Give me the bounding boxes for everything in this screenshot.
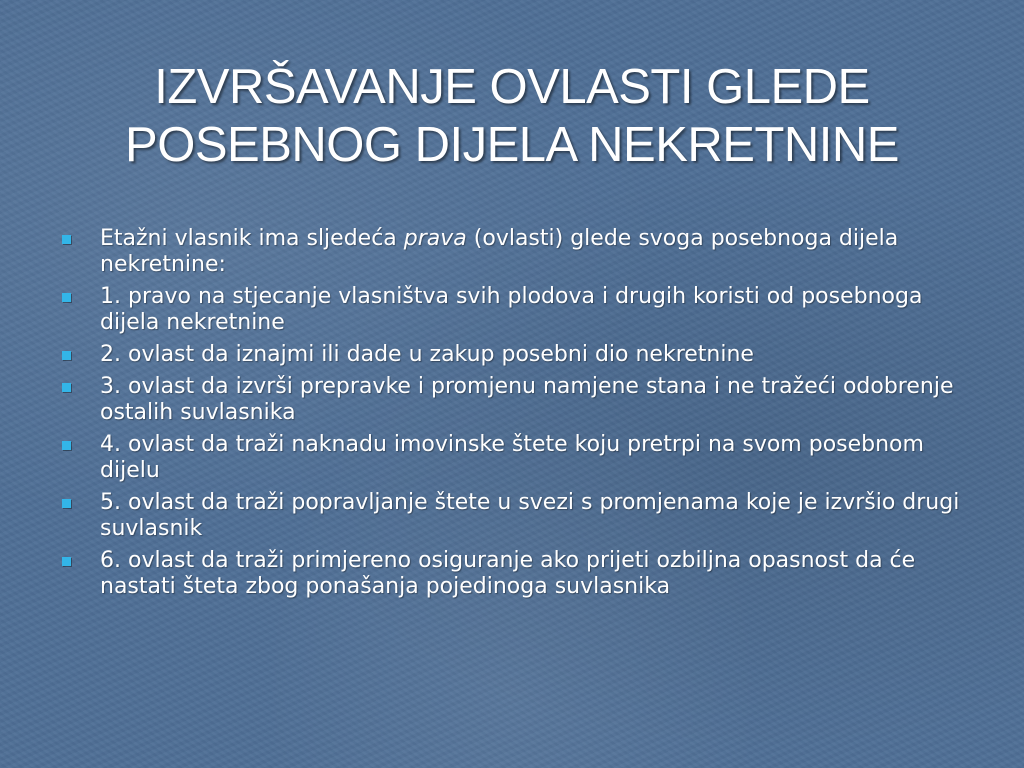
- title-line-2: POSEBNOG DIJELA NEKRETNINE: [125, 118, 899, 172]
- bullet-text-before: Etažni vlasnik ima sljedeća: [100, 226, 404, 251]
- slide-title: [40, 58, 984, 174]
- bullet-text: 6. ovlast da traži primjereno osiguranje ako prijeti ozbiljna opasnost da će nastati šteta zbog ponašanja pojedinoga suvlasnika: [100, 548, 916, 599]
- square-bullet-icon: [62, 235, 71, 244]
- square-bullet-icon: [62, 499, 71, 508]
- bullet-item-2: [62, 342, 982, 368]
- bullet-item-3: [62, 374, 982, 426]
- bullet-item-intro: [62, 226, 982, 278]
- bullet-text: 4. ovlast da traži naknadu imovinske štete koju pretrpi na svom posebnom dijelu: [100, 432, 924, 483]
- bullet-item-6: [62, 548, 982, 600]
- square-bullet-icon: [62, 351, 71, 360]
- square-bullet-icon: [62, 383, 71, 392]
- bullet-text-after: (ovlasti) glede svoga posebnoga dijela nekretnine:: [100, 226, 899, 277]
- square-bullet-icon: [62, 293, 71, 302]
- bullet-text: 5. ovlast da traži popravljanje štete u svezi s promjenama koje je izvršio drugi suvlasnik: [100, 490, 960, 541]
- square-bullet-icon: [62, 557, 71, 566]
- bullet-item-5: [62, 490, 982, 542]
- bullet-text: 2. ovlast da iznajmi ili dade u zakup posebni dio nekretnine: [100, 342, 754, 367]
- bullet-item-4: [62, 432, 982, 484]
- title-line-1: IZVRŠAVANJE OVLASTI GLEDE: [154, 60, 870, 114]
- bullet-text: 3. ovlast da izvrši prepravke i promjenu namjene stana i ne tražeći odobrenje ostalih suvlasnika: [100, 374, 954, 425]
- bullet-list: [62, 226, 982, 606]
- bullet-item-1: [62, 284, 982, 336]
- bullet-text: 1. pravo na stjecanje vlasništva svih plodova i drugih koristi od posebnoga dijela nekretnine: [100, 284, 923, 335]
- bullet-text-emphasis: prava: [403, 226, 467, 251]
- square-bullet-icon: [62, 441, 71, 450]
